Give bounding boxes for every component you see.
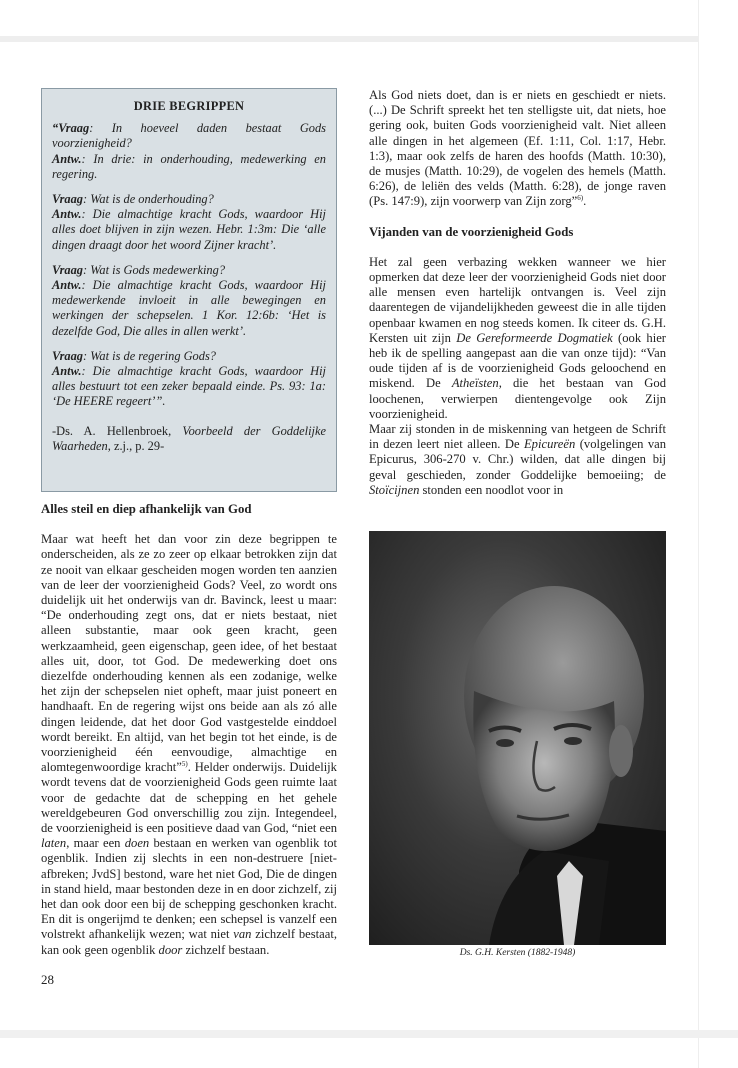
page-edge-right [698, 0, 738, 1068]
page-edge-top [0, 36, 738, 42]
box-source: -Ds. A. Hellenbroek, Voorbeeld der Goddelijke Waarheden, z.j., p. 29- [52, 423, 326, 453]
section-heading-vijanden: Vijanden van de voorzienigheid Gods [369, 224, 574, 239]
footnote-ref-6: 6) [577, 194, 584, 203]
left-column [41, 502, 337, 958]
box-entry-4: Vraag: Wat is de regering Gods? Antw.: Die almachtige kracht Gods, waardoor Hij alles bestuurt tot een zeker bepaald einde. Ps. 93: 1a: ‘De HEERE regeert’”. [52, 348, 326, 409]
right-paragraph-2: Het zal geen verbazing wekken wanneer we hier opmerken dat deze leer der voorzienigheid Gods niet door alle mensen even hartelijk ontvangen is. Veel zijn daarentegen de vijandelijkheden geweest die in alle tijden openbaar kwamen en nog steeds komen. Ik citeer ds. G.H. Kersten uit zijn De Gereformeerde Dogmatiek (ook hier heb ik de spelling aangepast aan die van onze tijd): “Van oude tijden af is de voorzienigheid Gods geloochend en miskend. De Atheïsten, die het bestaan van God loochenen, verwierpen dientengevolge ook Zijn voorzienigheid. [369, 254, 666, 421]
box-entry-3: Vraag: Wat is Gods medewerking? Antw.: Die almachtige kracht Gods, waardoor Hij medewerkende invloeit in alle bewegingen en werkingen der schepselen. 1 Kor. 12:6b: ‘Het is dezelfde God, Die alles in allen werkt’. [52, 262, 326, 338]
box-entry-2: Vraag: Wat is de onderhouding? Antw.: Die almachtige kracht Gods, waardoor Hij alles doet blijven in zijn wezen. Hebr. 1:3m: Die ‘alle dingen draagt door het woord Zijner kracht’. [52, 192, 326, 252]
portrait-photo [369, 531, 666, 945]
page-edge-bottom [0, 1030, 738, 1038]
page-number: 28 [41, 972, 54, 987]
section-heading-afhankelijk: Alles steil en diep afhankelijk van God [41, 502, 252, 516]
left-paragraph: Maar wat heeft het dan voor zin deze begrippen te onderscheiden, als ze zo zeer op elkaar betrokken zijn dat ze nooit van elkaar gescheiden mogen worden ten aanzien van de leer der voorzienigheid Gods? Veel, zo wordt ons duidelijk uit het onderwijs van dr. Bavinck, leest u maar: “De onderhouding zegt ons, dat er niets bestaat, niet alleen substantie, maar ook geen kracht, geen werkzaamheid, geen eigenschap, geen idee, of het bestaat alles uit, door, tot God. De medewerking doet ons diezelfde onderhouding kennen als een zodanige, welke het zijn der schepselen niet opheft, maar juist poneert en handhaaft. En de regering wijst ons beide aan als zó alle dingen leidende, dat het door God vastgestelde einddoel wordt bereikt. En altijd, van het begin tot het einde, is de voorzienigheid één eenvoudige, almachtige en alomtegenwoordige kracht”$^{5)}$. Helder onderwijs. Duidelijk wordt tevens dat de voorzienigheid Gods geen ruimte laat voor de gedachte dat de schepping en het gehele wereldgebeuren God onverschillig zou zijn. Integendeel, de voorzienigheid is een positieve daad van God, “niet een laten, maar een doen bestaan en werken van ogenblik tot ogenblik. Indien zij slechts in een non-destruere [niet-afbreken; JvdS] bestond, ware het niet God, Die de dingen in stand hield, maar bestonden deze in en door zichzelf, zij het dan ook door een bij de schepping geschonken kracht. En dit is ongerijmd te denken; een schepsel is vanzelf een volstrekt afhankelijk wezen; wat niet van zichzelf bestaat, kan ook geen ogenblik door zichzelf bestaan. [41, 532, 337, 957]
right-column [369, 88, 666, 498]
footnote-ref-5: 5) [181, 760, 188, 769]
right-paragraph-3: Maar zij stonden in de miskenning van hetgeen de Schrift in dezen leert niet alleen. De Epicureën (volgelingen van Epicurus, 306-270 v. Chr.) wilden, dat alle dingen bij geval geschieden, zonder Goddelijke bemoeiing; de Stoïcijnen stonden een noodlot voor in [369, 422, 667, 497]
portrait-illustration [369, 531, 666, 945]
right-paragraph-1: Als God niets doet, dan is er niets en geschiedt er niets. (...) De Schrift spreekt het ten stelligste uit, dat niets, hoe gering ook, buiten Gods voorzienigheid valt. Niet alleen alle dingen in het algemeen (Ef. 1:11, Col. 1:17, Hebr. 1:3), maar ook zelfs de haren des hoofds (Matth. 10:30), de musjes (Matth. 10:29), de vogelen des hemels (Matth. 6:26), de leliën des velds (Matth. 6:28), de jonge raven (Ps. 147:9), zijn voorwerp van Zijn zorg”$^{6)}$. [369, 88, 666, 209]
photo-caption: Ds. G.H. Kersten (1882-1948) [459, 948, 576, 958]
box-entry-1: “Vraag: In hoeveel daden bestaat Gods voorzienigheid? Antw.: In drie: in onderhouding, medewerking en regering. [52, 121, 326, 181]
definitions-box [41, 88, 337, 492]
box-title: DRIE BEGRIPPEN [133, 99, 245, 113]
